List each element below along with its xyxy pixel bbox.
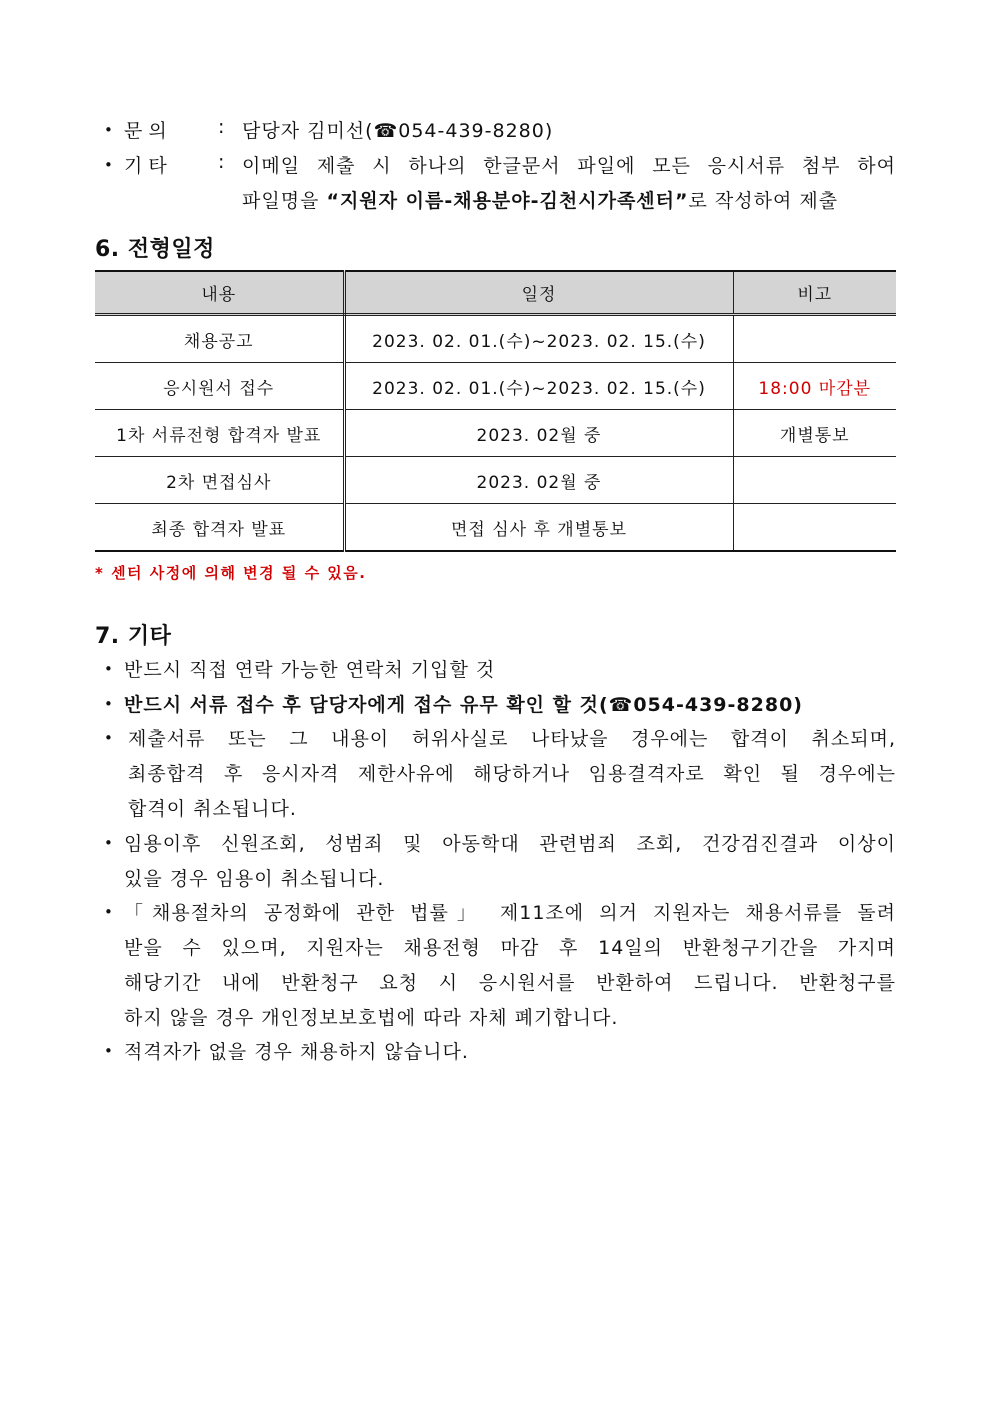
row-note: 개별통보 (733, 410, 896, 457)
other-line-1: 이메일 제출 시 하나의 한글문서 파일에 모든 응시서류 첨부 하여 (242, 155, 896, 177)
row-schedule: 2023. 02월 중 (344, 410, 733, 457)
filename-format: “지원자 이름-채용분야-김천시가족센터” (326, 190, 689, 212)
inquiry-colon: : (218, 116, 226, 138)
table-row (95, 363, 896, 410)
etc-item-5-line-4: 하지 않을 경우 개인정보보호법에 따라 자체 폐기합니다. (124, 1007, 619, 1029)
row-schedule: 2023. 02월 중 (344, 457, 733, 504)
row-note-deadline: 18:00 마감분 (733, 363, 896, 410)
row-content: 1차 서류전형 합격자 발표 (95, 410, 344, 457)
row-content: 채용공고 (95, 315, 344, 363)
header-note: 비고 (733, 271, 896, 315)
filename-prefix: 파일명을 (242, 190, 327, 212)
bullet-icon: • (104, 660, 113, 678)
table-row (95, 315, 896, 363)
table-row (95, 457, 896, 504)
header-schedule: 일정 (344, 271, 733, 315)
etc-item-3-line-1: 제출서류 또는 그 내용이 허위사실로 나타났을 경우에는 합격이 취소되며, (128, 728, 896, 750)
row-content: 2차 면접심사 (95, 457, 344, 504)
schedule-table (95, 270, 896, 552)
etc-item-5-line-1: 「채용절차의 공정화에 관한 법률」 제11조에 의거 지원자는 채용서류를 돌려 (124, 902, 896, 924)
table-row (95, 504, 896, 552)
etc-item-2: 반드시 서류 접수 후 담당자에게 접수 유무 확인 할 것(☎054-439-8280) (124, 694, 803, 716)
bullet-icon: • (104, 834, 113, 852)
row-schedule: 면접 심사 후 개별통보 (344, 504, 733, 552)
etc-item-5-line-3: 해당기간 내에 반환청구 요청 시 응시원서를 반환하여 드립니다. 반환청구를 (124, 972, 896, 994)
header-content: 내용 (95, 271, 344, 315)
other-line-2 (242, 186, 838, 213)
etc-item-5-line-2: 받을 수 있으며, 지원자는 채용전형 마감 후 14일의 반환청구기간을 가지며 (124, 937, 896, 959)
bullet-icon: • (104, 695, 113, 713)
bullet-icon: • (104, 903, 113, 921)
etc-item-4-line-1: 임용이후 신원조회, 성범죄 및 아동학대 관련범죄 조회, 건강검진결과 이상이 (124, 833, 896, 855)
etc-item-6: 적격자가 없을 경우 채용하지 않습니다. (124, 1041, 469, 1063)
other-label: 기 타 (124, 155, 167, 177)
table-header-row (95, 271, 896, 315)
row-schedule: 2023. 02. 01.(수)~2023. 02. 15.(수) (344, 315, 733, 363)
row-content: 최종 합격자 발표 (95, 504, 344, 552)
bullet-icon: • (104, 156, 113, 174)
row-note (733, 457, 896, 504)
inquiry-label: 문 의 (124, 120, 167, 142)
other-colon: : (218, 151, 226, 173)
bullet-icon: • (104, 121, 113, 139)
row-schedule: 2023. 02. 01.(수)~2023. 02. 15.(수) (344, 363, 733, 410)
etc-item-3-line-2: 최종합격 후 응시자격 제한사유에 해당하거나 임용결격자로 확인 될 경우에는 (128, 763, 896, 785)
etc-item-3-line-3: 합격이 취소됩니다. (128, 798, 297, 820)
etc-item-4-line-2: 있을 경우 임용이 취소됩니다. (124, 868, 385, 890)
bullet-icon: • (104, 729, 113, 747)
bullet-icon: • (104, 1042, 113, 1060)
etc-item-1: 반드시 직접 연락 가능한 연락처 기입할 것 (124, 659, 496, 681)
section-7-title: 7. 기타 (95, 624, 172, 649)
schedule-footnote: * 센터 사정에 의해 변경 될 수 있음. (95, 564, 367, 582)
filename-suffix: 로 작성하여 제출 (688, 190, 839, 212)
row-note (733, 315, 896, 363)
section-6-title: 6. 전형일정 (95, 237, 215, 262)
row-note (733, 504, 896, 552)
inquiry-text: 담당자 김미선(☎054-439-8280) (242, 120, 554, 142)
table-row (95, 410, 896, 457)
row-content: 응시원서 접수 (95, 363, 344, 410)
